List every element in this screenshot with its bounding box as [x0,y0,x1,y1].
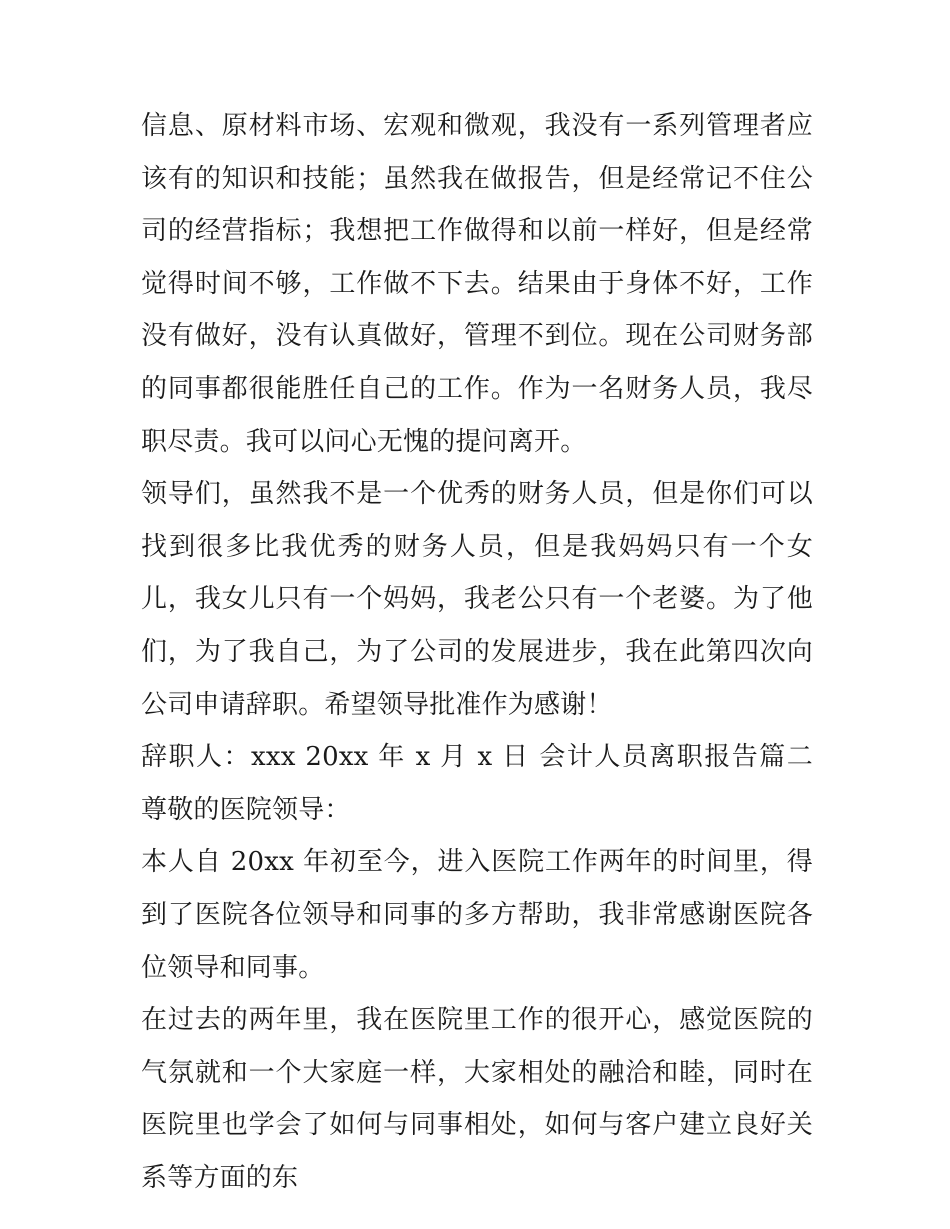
paragraph-job-performance: 信息、原材料市场、宏观和微观，我没有一系列管理者应该有的知识和技能；虽然我在做报告，但是经常记不住公司的经营指标；我想把工作做得和以前一样好，但是经常觉得时间不够，工作做不下去。结果由于身体不好，工作没有做好，没有认真做好，管理不到位。现在公司财务部的同事都很能胜任自己的工作。作为一名财务人员，我尽职尽责。我可以问心无愧的提问离开。 [141,111,813,457]
paragraph-hospital-experience: 在过去的两年里，我在医院里工作的很开心，感觉医院的气氛就和一个大家庭一样，大家相处的融洽和睦，同时在医院里也学会了如何与同事相处，如何与客户建立良好关系等方面的东 [141,1005,813,1193]
paragraph-hospital-gratitude: 本人自 20xx 年初至今，进入医院工作两年的时间里，得到了医院各位领导和同事的多方帮助，我非常感谢医院各位领导和同事。 [141,847,813,983]
document-body [141,100,813,1204]
paragraph-signature-and-second-letter-salutation: 辞职人：xxx 20xx 年 x 月 x 日 会计人员离职报告篇二 尊敬的医院领导： [141,742,813,825]
paragraph-resignation-request: 领导们，虽然我不是一个优秀的财务人员，但是你们可以找到很多比我优秀的财务人员，但是我妈妈只有一个女儿，我女儿只有一个妈妈，我老公只有一个老婆。为了他们，为了我自己，为了公司的发展进步，我在此第四次向公司申请辞职。希望领导批准作为感谢！ [141,479,813,720]
